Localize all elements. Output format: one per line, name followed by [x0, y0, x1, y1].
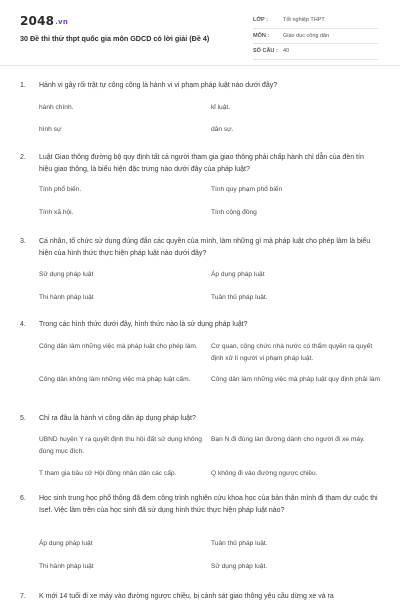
- site-logo[interactable]: [20, 14, 68, 28]
- meta-value-count: 40: [283, 48, 290, 55]
- question-text: Chỉ ra đâu là hành vi công dân áp dụng pháp luật?: [39, 415, 196, 422]
- answer-option[interactable]: Công dân không làm những việc mà pháp luật cấm.: [39, 376, 191, 383]
- question-number: 5.: [20, 415, 26, 422]
- answer-option[interactable]: Thi hành pháp luật: [39, 563, 94, 570]
- meta-label-class: LỚP :: [253, 17, 268, 24]
- question-text: K mới 14 tuổi đi xe máy vào đường ngược chiều, bị cảnh sát giao thông yêu cầu dừng xe và ra: [39, 593, 334, 600]
- question-text: Học sinh trung học phổ thông đã đem công trình nghiên cứu khoa học của bản thân mình đi tham dự cuộc thi Isef. Việc làm trên của học sinh đã sử dụng hình thức thực hiện pháp luật nào?: [39, 495, 378, 514]
- answer-option[interactable]: dân sự.: [211, 126, 234, 133]
- answer-option[interactable]: Sử dụng pháp luật.: [211, 563, 268, 570]
- question-text: Hành vi gây rối trật tự công cộng là hành vi vi phạm pháp luật nào dưới đây?: [39, 82, 278, 89]
- question-number: 3.: [20, 238, 26, 245]
- answer-option[interactable]: Thi hành pháp luật: [39, 294, 94, 301]
- answer-option[interactable]: hình sự: [39, 126, 62, 133]
- answer-option[interactable]: Công dân làm những việc mà pháp luật quy định phải làm: [211, 376, 380, 383]
- answer-option[interactable]: Q không đi vào đường ngược chiều.: [211, 470, 318, 477]
- answer-option[interactable]: kỉ luật.: [211, 104, 231, 111]
- question-number: 4.: [20, 321, 26, 328]
- question-number: 1.: [20, 82, 26, 89]
- answer-option[interactable]: Bạn N đi đúng làn đường dành cho người đi xe máy.: [211, 436, 365, 443]
- answer-option[interactable]: Tuân thủ pháp luật.: [211, 540, 268, 547]
- meta-value-class: Tốt nghiệp THPT: [283, 17, 325, 24]
- question-text: Luật Giao thông đường bộ quy định tất cả người tham gia giao thông phải chấp hành chỉ dẫn của đèn tín hiệu giao thông, là biểu hiện đặc trưng nào dưới đây của pháp luật?: [39, 154, 364, 173]
- answer-option[interactable]: Công dân làm những việc mà pháp luật cho phép làm.: [39, 343, 198, 350]
- logo-suffix: .vn: [55, 18, 69, 26]
- page-title: 30 Đề thi thử thpt quốc gia môn GDCD có lời giải (Đề 4): [20, 34, 210, 43]
- meta-value-subject: Giáo dục công dân: [283, 32, 330, 39]
- answer-option[interactable]: Cơ quan, công chức nhà nước có thẩm quyền ra quyết định xử lí người vi phạm pháp luật.: [211, 343, 373, 362]
- answer-option[interactable]: Áp dụng pháp luật: [211, 271, 265, 278]
- meta-label-subject: MÔN :: [253, 32, 270, 39]
- document-header: [0, 0, 400, 66]
- question-number: 2.: [20, 154, 26, 161]
- meta-row-count: [253, 44, 378, 60]
- question-text: Cá nhân, tổ chức sử dụng đúng đắn các quyền của mình, làm những gì mà pháp luật cho phép làm là biểu hiện của hình thức thực hiện pháp luật nào dưới đây?: [39, 238, 371, 257]
- question-number: 7.: [20, 593, 26, 600]
- question-number: 6.: [20, 495, 26, 502]
- logo-main: 2048: [20, 14, 55, 28]
- meta-row-subject: [253, 29, 378, 45]
- answer-option[interactable]: Tính phổ biến.: [39, 186, 82, 193]
- answer-option[interactable]: T tham gia bầu cử Hội đồng nhân dân các cấp.: [39, 470, 177, 477]
- answer-option[interactable]: UBND huyện Y ra quyết định thu hồi đất sử dụng không đúng mục đích.: [39, 436, 202, 455]
- meta-row-class: [253, 13, 378, 29]
- question-text: Trong các hình thức dưới đây, hình thức nào là sử dụng pháp luật?: [39, 321, 248, 328]
- answer-option[interactable]: Tính cộng đồng: [211, 209, 257, 216]
- answer-option[interactable]: Tính xã hội.: [39, 209, 74, 216]
- exam-meta-table: [253, 13, 378, 60]
- answer-option[interactable]: Sử dụng pháp luật: [39, 271, 94, 278]
- answer-option[interactable]: Áp dụng pháp luật: [39, 540, 93, 547]
- meta-label-count: SỐ CÂU :: [253, 48, 278, 55]
- answer-option[interactable]: Tính quy phạm phổ biến: [211, 186, 283, 193]
- answer-option[interactable]: Tuân thủ pháp luật.: [211, 294, 268, 301]
- answer-option[interactable]: hành chính.: [39, 104, 74, 111]
